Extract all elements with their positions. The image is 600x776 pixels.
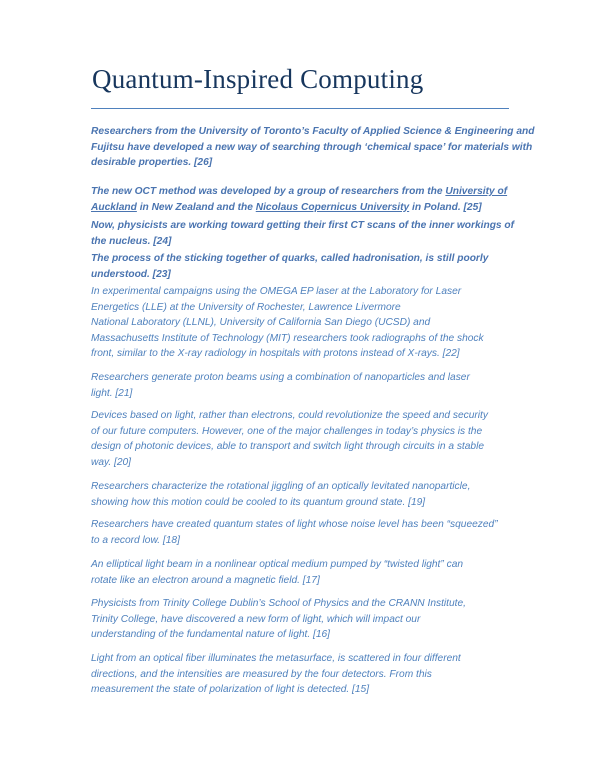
text-segment: The new OCT method was developed by a group of researchers from the (91, 186, 446, 197)
page-title: Quantum-Inspired Computing (92, 64, 424, 94)
paragraph-ref-18 (91, 517, 521, 548)
line: light. [21] (91, 387, 133, 399)
paragraph-ref-23 (91, 251, 521, 282)
line: to a record low. [18] (91, 534, 180, 546)
line: Fujitsu have developed a new way of searching through ‘chemical space’ for materials with (91, 141, 533, 153)
line: Researchers have created quantum states of light whose noise level has been “squeezed” (91, 519, 498, 530)
line: directions, and the intensities are measured by the four detectors. From this (91, 668, 432, 680)
title-underline-rule (91, 108, 509, 109)
text-segment: in Poland. [25] (409, 201, 482, 213)
line: Researchers generate proton beams using a combination of nanoparticles and laser (91, 372, 470, 383)
line: Now, physicists are working toward getting their first CT scans of the inner workings of (91, 220, 515, 231)
line: Physicists from Trinity College Dublin’s School of Physics and the CRANN Institute, (91, 598, 467, 609)
line: design of photonic devices, able to transport and switch light through circuits in a stable (91, 441, 485, 453)
paragraph-ref-17 (91, 557, 521, 588)
line: Devices based on light, rather than electrons, could revolutionize the speed and security (91, 410, 488, 421)
paragraph-ref-26 (91, 124, 535, 171)
line: of our future computers. However, one of the major challenges in today’s physics is the (91, 425, 483, 437)
line: Light from an optical fiber illuminates the metasurface, is scattered in four different (91, 653, 461, 664)
line: measurement the state of polarization of light is detected. [15] (91, 684, 370, 696)
paragraph-ref-16 (91, 596, 521, 643)
paragraph-ref-21 (91, 370, 521, 401)
line: the nucleus. [24] (91, 235, 172, 247)
line: Massachusetts Institute of Technology (MIT) researchers took radiographs of the shock (91, 332, 484, 344)
line: An elliptical light beam in a nonlinear optical medium pumped by “twisted light” can (91, 559, 464, 570)
link-university-of-auckland[interactable]: University of (445, 186, 508, 197)
line: desirable properties. [26] (91, 157, 213, 169)
link-university-of-auckland-cont[interactable]: Auckland (91, 201, 137, 213)
line: showing how this motion could be cooled to its quantum ground state. [19] (91, 496, 426, 508)
paragraph-ref-19 (91, 479, 521, 510)
line: The process of the sticking together of quarks, called hadronisation, is still poorly (91, 253, 489, 264)
line: In experimental campaigns using the OMEGA EP laser at the Laboratory for Laser (91, 286, 462, 297)
line: Trinity College, have discovered a new form of light, which will impact our (91, 613, 421, 625)
line: understood. [23] (91, 268, 171, 280)
line: understanding of the fundamental nature of light. [16] (91, 629, 331, 641)
paragraph-ref-24 (91, 218, 521, 249)
line: front, similar to the X-ray radiology in hospitals with protons instead of X-rays. [22] (91, 348, 460, 360)
line: rotate like an electron around a magnetic field. [17] (91, 574, 320, 586)
paragraph-ref-20 (91, 408, 521, 470)
line: Researchers characterize the rotational jiggling of an optically levitated nanoparticle, (91, 481, 471, 492)
line: way. [20] (91, 456, 132, 468)
text-segment: in New Zealand and the (136, 201, 256, 213)
paragraph-ref-22 (91, 284, 521, 362)
line: Researchers from the University of Toronto’s Faculty of Applied Science & Engineering and (91, 126, 535, 137)
link-nicolaus-copernicus-university[interactable]: Nicolaus Copernicus University (255, 201, 410, 213)
line: Energetics (LLE) at the University of Rochester, Lawrence Livermore (91, 301, 401, 313)
paragraph-ref-25 (91, 184, 521, 215)
line: National Laboratory (LLNL), University of California San Diego (UCSD) and (91, 317, 431, 329)
paragraph-ref-15 (91, 651, 521, 698)
